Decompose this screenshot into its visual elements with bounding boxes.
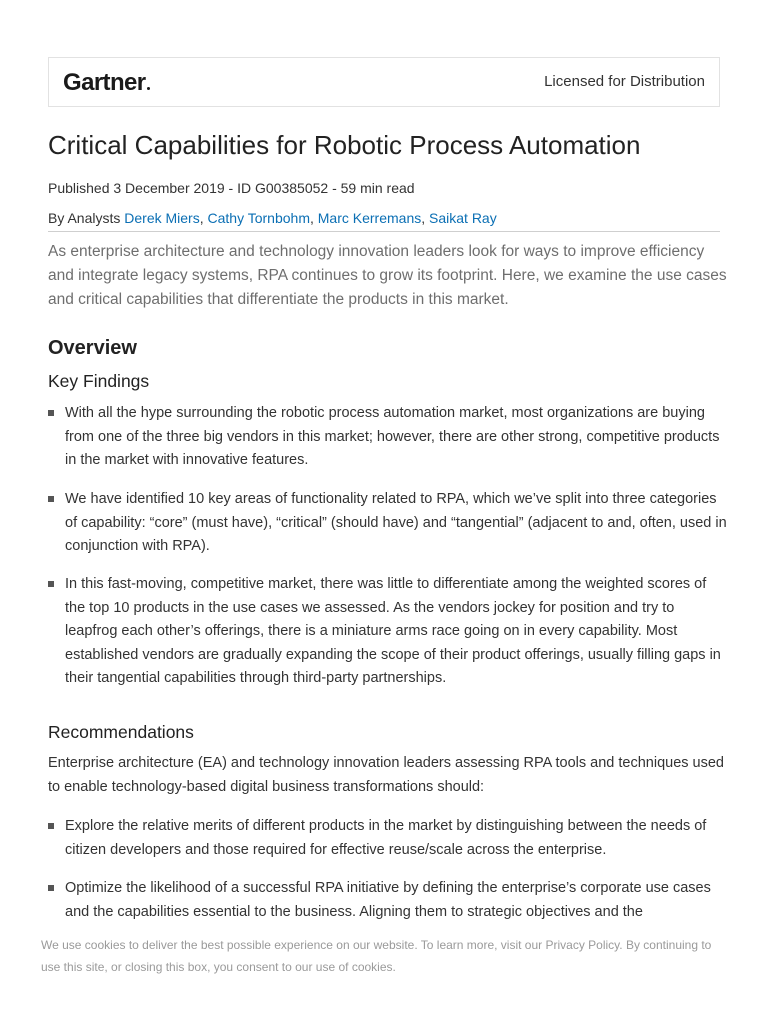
- square-bullet-icon: [48, 410, 54, 416]
- publication-meta: Published 3 December 2019 - ID G00385052 - 59 min read: [48, 180, 415, 196]
- list-item-text: In this fast-moving, competitive market, there was little to differentiate among the weighted scores of the top 10 products in the use cases we assessed. As the vendors jockey for position and try to leapfrog each other’s offerings, there is a miniature arms race going on in every capability. Most established vendors are gradually expanding the scope of their product offerings, usually filling gaps in their tangential capabilities through third-party partnerships.: [65, 576, 721, 686]
- licensed-label: Licensed for Distribution: [544, 73, 705, 90]
- privacy-policy-link[interactable]: Privacy Policy: [545, 938, 620, 952]
- analyst-link[interactable]: Derek Miers: [124, 210, 200, 226]
- square-bullet-icon: [48, 581, 54, 587]
- gartner-logo[interactable]: [63, 68, 150, 98]
- overview-heading: Overview: [48, 337, 137, 359]
- list-item: [48, 488, 728, 559]
- cookie-notice: [41, 934, 721, 978]
- page-title: Critical Capabilities for Robotic Process Automation: [48, 130, 641, 160]
- recommendations-intro: Enterprise architecture (EA) and technology innovation leaders assessing RPA tools and techniques used to enable technology-based digital business transformations should:: [48, 755, 724, 795]
- list-item: [48, 573, 728, 691]
- analysts-prefix: By Analysts: [48, 210, 121, 226]
- square-bullet-icon: [48, 885, 54, 891]
- list-item: [48, 402, 728, 473]
- recommendations-heading: Recommendations: [48, 722, 194, 742]
- cookie-banner: [0, 925, 768, 1024]
- analysts-line: [48, 208, 720, 228]
- header-bar: [48, 57, 720, 107]
- list-item-text: With all the hype surrounding the robotic process automation market, most organizations are buying from one of the three big vendors in this market; however, there are other strong, competitive products in the market with innovative features.: [65, 405, 720, 468]
- logo-text: Gartner: [63, 69, 146, 96]
- analyst-separator: ,: [309, 210, 318, 226]
- key-findings-heading: Key Findings: [48, 371, 150, 391]
- logo-dot-icon: [147, 87, 150, 90]
- square-bullet-icon: [48, 823, 54, 829]
- article-summary: As enterprise architecture and technology innovation leaders look for ways to improve efficiency and integrate legacy systems, RPA continues to grow its footprint. Here, we examine the use cases and critical capabilities that differentiate the products in this market.: [48, 243, 727, 308]
- square-bullet-icon: [48, 496, 54, 502]
- list-item-text: Explore the relative merits of different products in the market by distinguishing between the needs of citizen developers and those required for effective reuse/scale across the enterprise.: [65, 818, 707, 858]
- list-item-text: We have identified 10 key areas of functionality related to RPA, which we’ve split into three categories of capability: “core” (must have), “critical” (should have) and “tangential” (adjacent to and, often, used in conjunction with RPA).: [65, 491, 727, 554]
- analyst-link[interactable]: Saikat Ray: [429, 210, 497, 226]
- list-item: [48, 877, 728, 924]
- analyst-link[interactable]: Marc Kerremans: [317, 210, 422, 226]
- cookie-text: . By continuing to use this site, or closing this box, you consent to our use of cookies.: [41, 938, 712, 974]
- list-item: [48, 815, 728, 862]
- divider: [48, 231, 720, 232]
- analyst-link[interactable]: Cathy Tornbohm: [207, 210, 310, 226]
- analyst-separator: ,: [199, 210, 208, 226]
- analyst-separator: ,: [421, 210, 430, 226]
- cookie-text: We use cookies to deliver the best possible experience on our website. To learn more, visit our: [41, 938, 546, 952]
- list-item-text: Optimize the likelihood of a successful RPA initiative by defining the enterprise’s corporate use cases and the capabilities essential to the business. Aligning them to strategic objectives and the: [65, 880, 711, 920]
